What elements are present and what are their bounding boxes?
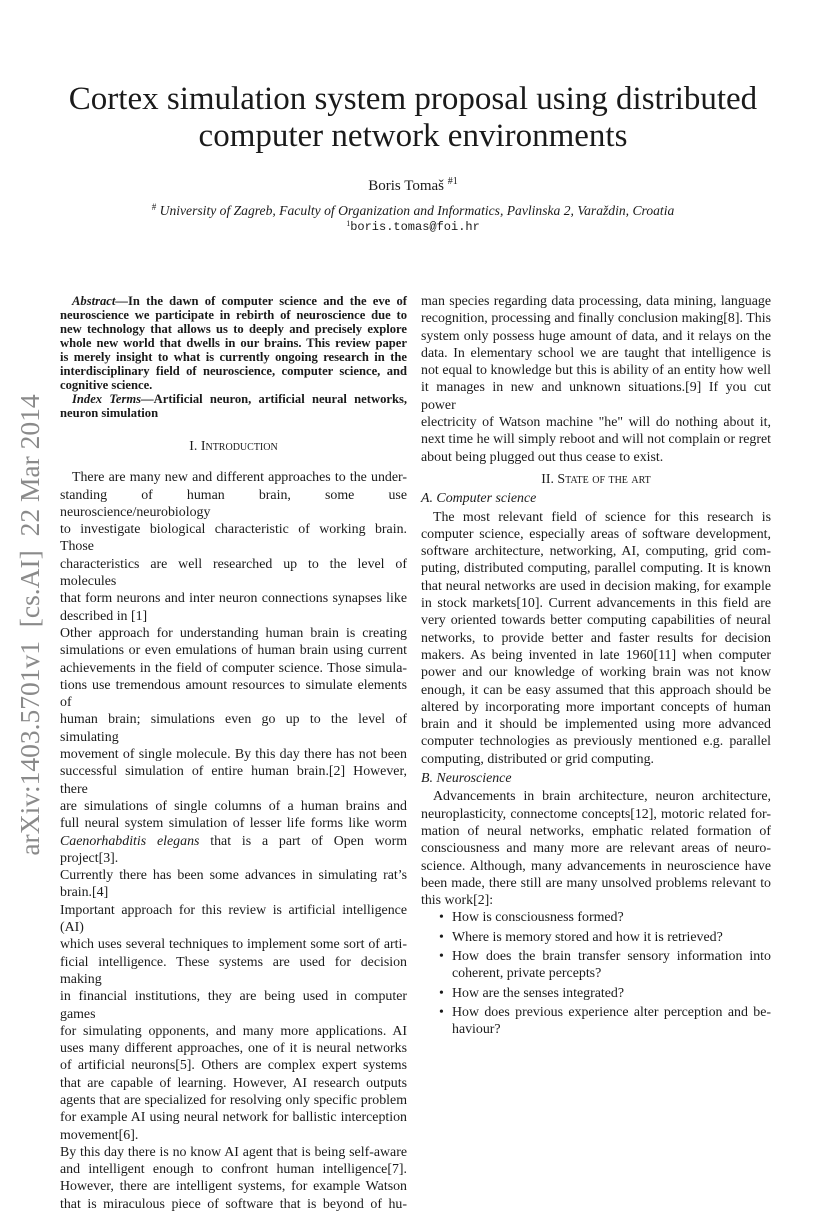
text-line: movement[6].: [60, 1127, 139, 1143]
text-line: science. Although, many advancements in neuroscience have: [421, 858, 771, 874]
text-line: ficial intelligence. These systems are used for decision making: [60, 954, 407, 987]
bullet-icon: •: [439, 985, 444, 1001]
text-line: [60, 833, 407, 868]
text-line: described in [1]: [60, 608, 148, 624]
list-item: [421, 985, 771, 1002]
text-line: puting, distributed computing, parallel computing. It is known: [421, 561, 771, 577]
computer-science-paragraph: [421, 509, 771, 768]
text-line: for example AI using neural network for ballistic interception: [60, 1110, 407, 1126]
text-line: new technology that allows us to deeply and precisely explore: [60, 322, 407, 336]
italic-text: Index Terms—: [72, 392, 154, 406]
text-line: next time he will simply reboot and will not complain or regret: [421, 432, 771, 448]
text-line: that is miraculous piece of software that is beyond of hu-: [60, 1196, 407, 1212]
list-item: [421, 909, 771, 926]
text-line: [60, 392, 407, 406]
intro-paragraph-2: [60, 625, 407, 902]
text-line: tions use tremendous amount resources to simulate elements of: [60, 677, 407, 711]
text-line: whole new world that dwells in our brains. This review paper: [60, 336, 407, 350]
intro-paragraph-4: [60, 1144, 407, 1213]
text-line: it manages in new and unknown situations.[9] If you cut power: [421, 380, 771, 413]
text-line: There are many new and different approaches to the under-: [72, 470, 407, 486]
text-line: interdisciplinary field of neuroscience, computer science, and: [60, 364, 407, 378]
text-line: successful simulation of entire human brain.[2] However, there: [60, 764, 407, 797]
email-mark: 1: [346, 219, 351, 228]
text-line: system only possess huge amount of data, and it relays on the: [421, 328, 771, 344]
abstract: [60, 294, 407, 392]
list-item-text: Where is memory stored and how it is retrieved?: [452, 929, 723, 945]
text-line: that are capable of learning. However, AI research outputs: [60, 1075, 407, 1091]
text-line: uses many different approaches, one of it is neural networks: [60, 1041, 407, 1057]
intro-paragraph-3: [60, 902, 407, 1144]
text-line: By this day there is no know AI agent that is being self-aware: [60, 1144, 407, 1160]
text-line: neuron simulation: [60, 406, 159, 420]
text-line: characteristics are well researched up to the level of molecules: [60, 556, 407, 590]
list-item-text: haviour?: [452, 1022, 501, 1038]
text-line: Other approach for understanding human brain is creating: [60, 625, 407, 641]
list-item-text: How does the brain transfer sensory information into: [452, 948, 771, 964]
affiliation-mark: #: [151, 202, 157, 212]
author-mark: #1: [447, 176, 458, 187]
text-line: been made, there still are many unsolved problems relevant to: [421, 875, 771, 891]
text-line: brain and it should be implemented using more advanced: [421, 717, 771, 733]
text-line: about being plugged out thus cease to exist.: [421, 449, 664, 465]
text-line: computing, distributed or grid computing.: [421, 751, 655, 767]
text-line: neuroplasticity, connectome concepts[12], motoric related for-: [421, 806, 771, 822]
text-line: [60, 294, 407, 308]
text-line: this work[2]:: [421, 893, 494, 909]
text-line: makers. As being invented in late 1960[11] when computer: [421, 647, 771, 663]
title-line: computer network environments: [198, 118, 628, 154]
text-line: consciousness and many more are relevant areas of neuro-: [421, 841, 771, 857]
text-line: networks, to provide better and faster results for decision: [421, 630, 771, 646]
text-line: achievements in the field of computer science. Those simula-: [60, 660, 407, 676]
text-line: computer technologies as previously mentioned e.g. parallel: [421, 734, 771, 750]
title-line: Cortex simulation system proposal using distributed: [68, 81, 758, 117]
text-line: movement of single molecule. By this day there has not been: [60, 747, 407, 763]
text-line: data. In elementary school we are taught that intelligence is: [421, 345, 771, 361]
affiliation: [0, 202, 826, 219]
text-line: Currently there has been some advances in simulating rat’s: [60, 868, 407, 884]
text-line: in stock markets[10]. Current advancements in this field are: [421, 596, 771, 612]
text-line: enough, it can be easy assumed that this approach should be: [421, 682, 771, 698]
email-address: boris.tomas@foi.hr: [350, 220, 480, 234]
affiliation-text: University of Zagreb, Faculty of Organization and Informatics, Pavlinska 2, Varaždin, Croatia: [159, 203, 675, 218]
author-name: Boris Tomaš: [368, 178, 444, 194]
text-segment: Artificial neuron, artificial neural networks,: [153, 392, 408, 406]
text-line: electricity of Watson machine "he" will do nothing about it,: [421, 415, 771, 431]
text-line: for simulating opponents, and many more applications. AI: [60, 1023, 407, 1039]
text-line: neuroscience we participate in rebirth of neuroscience due to: [60, 308, 407, 322]
list-item-text: coherent, private percepts?: [452, 966, 602, 982]
text-line: of artificial neurons[5]. Others are complex expert systems: [60, 1058, 407, 1074]
intro-paragraph-1: [60, 469, 407, 625]
text-line: brain.[4]: [60, 885, 109, 901]
text-line: simulations or even emulations of human brain using current: [60, 643, 407, 659]
bullet-icon: •: [439, 929, 444, 945]
unsolved-problems-list: [421, 909, 771, 1038]
text-line: software architecture, networking, AI, computing, grid com-: [421, 544, 771, 560]
text-line: very oriented towards better computing capabilities of neural: [421, 613, 771, 629]
text-line: that neural networks are used in decision making, for example: [421, 578, 771, 594]
section-heading-introduction: I. Introduction: [189, 439, 278, 454]
italic-text: Caenorhabditis elegans: [60, 833, 200, 849]
text-line: Important approach for this review is artificial intelligence (AI): [60, 902, 407, 936]
list-item-text: How are the senses integrated?: [452, 985, 625, 1001]
text-line: that form neurons and inter neuron connections synapses like: [60, 591, 407, 607]
list-item: [421, 1004, 771, 1039]
text-line: agents that are specialized for resolving only specific problem: [60, 1092, 407, 1108]
text-line: computer science, especially areas of software development,: [421, 526, 771, 542]
text-segment: that is a part of Open worm project[3].: [60, 833, 408, 866]
list-item: [421, 948, 771, 983]
italic-text: Abstract—: [72, 294, 128, 308]
text-line: in financial institutions, they are being used in computer games: [60, 989, 407, 1022]
author: [0, 176, 826, 195]
text-line: to investigate biological characteristic of working brain. Those: [60, 522, 407, 555]
text-line: full neural system simulation of lesser life forms like worm: [60, 816, 407, 832]
text-line: altered by incorporating more important concepts of human: [421, 699, 771, 715]
text-line: not equal to knowledge but this is ability of an entity how well: [421, 363, 771, 379]
email: [0, 219, 826, 234]
text-line: human brain; simulations even go up to the level of simulating: [60, 712, 407, 745]
right-column: [421, 293, 771, 1040]
list-item: [421, 929, 771, 946]
text-line: However, there are intelligent systems, for example Watson: [60, 1179, 407, 1195]
text-segment: In the dawn of computer science and the eve of: [127, 294, 407, 308]
text-line: and intelligent enough to confront human intelligence[7].: [60, 1162, 407, 1178]
subsection-heading-neuroscience: B. Neuroscience: [421, 771, 512, 787]
text-line: which uses several techniques to implement some sort of arti-: [60, 937, 407, 953]
neuroscience-paragraph: [421, 788, 771, 909]
text-line: power and our knowledge of working brain was not know: [421, 665, 771, 681]
text-line: man species regarding data processing, data mining, language: [421, 294, 771, 309]
left-column: [60, 293, 407, 1213]
bullet-icon: •: [439, 910, 444, 926]
text-line: The most relevant field of science for this research is: [433, 509, 771, 525]
bullet-icon: •: [439, 948, 444, 964]
text-line: mation of neural networks, emphatic related formation of: [421, 823, 771, 839]
text-line: recognition, processing and finally conclusion making[8]. This: [421, 311, 771, 327]
paper-title: [0, 81, 826, 155]
list-item-text: How is consciousness formed?: [452, 910, 624, 926]
text-line: cognitive science.: [60, 378, 153, 392]
text-line: Advancements in brain architecture, neuron architecture,: [433, 789, 771, 805]
bullet-icon: •: [439, 1004, 444, 1020]
text-line: is merely insight to what is currently ongoing research in the: [60, 350, 407, 364]
text-line: are simulations of single columns of a human brains and: [60, 798, 407, 814]
index-terms: [60, 392, 407, 420]
arxiv-stamp: arXiv:1403.5701v1 [cs.AI] 22 Mar 2014: [14, 394, 45, 856]
text-line: standing of human brain, some use neuroscience/neurobiology: [60, 487, 407, 520]
section-heading-state-of-the-art: II. State of the art: [541, 471, 651, 487]
intro-paragraph-4-continued: [421, 293, 771, 466]
subsection-heading-computer-science: A. Computer science: [421, 491, 537, 507]
list-item-text: How does previous experience alter perception and be-: [452, 1004, 771, 1020]
